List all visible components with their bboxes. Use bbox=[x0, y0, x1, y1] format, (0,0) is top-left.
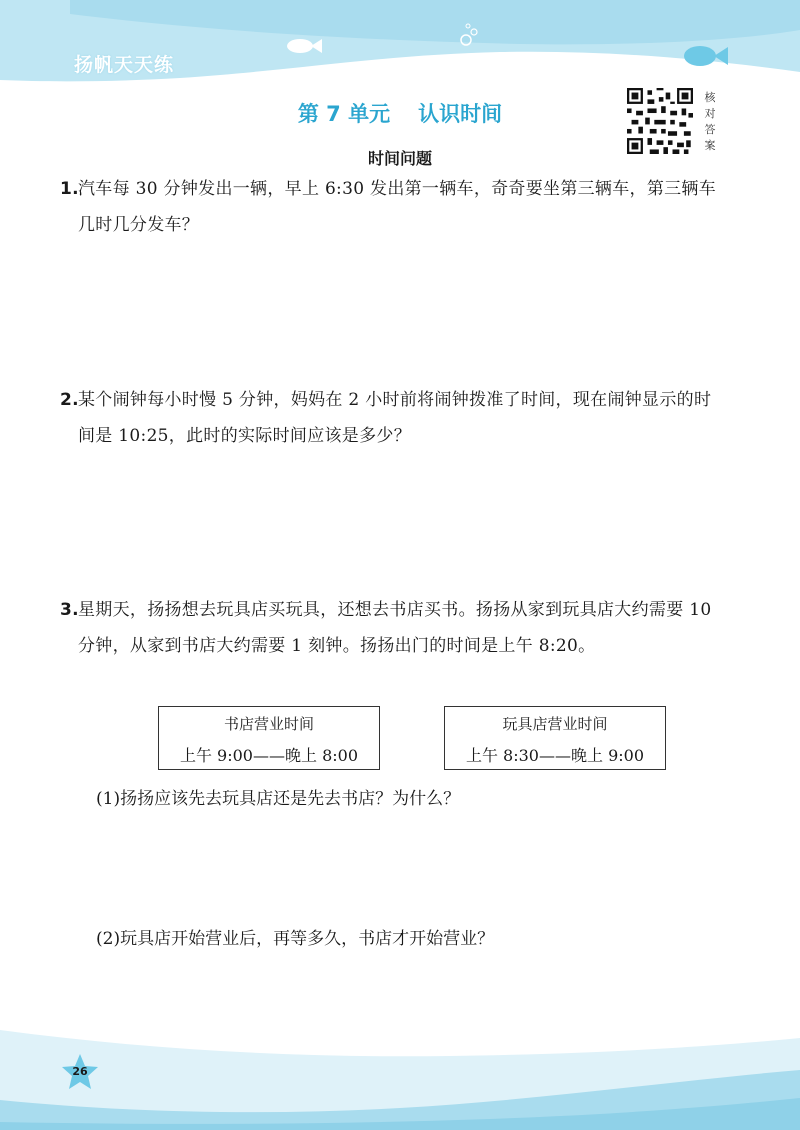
hours-box-title: 玩具店营业时间 bbox=[502, 715, 608, 733]
toystore-hours-box bbox=[444, 706, 666, 770]
qr-code-icon[interactable] bbox=[627, 88, 693, 154]
qr-label: 核对答案 bbox=[704, 91, 716, 152]
hours-box-hours: 上午 8:30——晚上 9:00 bbox=[465, 746, 645, 765]
question-number: 3. bbox=[60, 600, 79, 620]
unit-number: 第 7 单元 bbox=[297, 102, 391, 126]
question-text: 某个闹钟每小时慢 5 分钟，妈妈在 2 小时前将闹钟拨准了时间，现在闹钟显示的时间是 10:25，此时的实际时间应该是多少？ bbox=[78, 390, 712, 446]
page-number: 26 bbox=[72, 1065, 88, 1078]
question-text: 汽车每 30 分钟发出一辆，早上 6:30 发出第一辆车，奇奇要坐第三辆车，第三辆车几时几分发车？ bbox=[78, 179, 717, 235]
question-2 bbox=[60, 382, 728, 454]
page-number-badge bbox=[60, 1052, 100, 1092]
hours-box-title: 书店营业时间 bbox=[223, 715, 314, 733]
brand-logo: 扬帆天天练 bbox=[74, 54, 175, 76]
section-title: 时间问题 bbox=[367, 149, 432, 168]
subquestion-2: (2)玩具店开始营业后，再等多久，书店才开始营业？ bbox=[96, 929, 495, 949]
bookstore-hours-box bbox=[158, 706, 380, 770]
footer-wave-band bbox=[0, 1030, 800, 1130]
hours-box-hours: 上午 9:00——晚上 8:00 bbox=[179, 746, 359, 765]
question-1 bbox=[60, 171, 728, 243]
question-text: 星期天，扬扬想去玩具店买玩具，还想去书店买书。扬扬从家到玩具店大约需要 10 分钟，从家到书店大约需要 1 刻钟。扬扬出门的时间是上午 8:20。 bbox=[78, 600, 712, 656]
subquestion-1: (1)扬扬应该先去玩具店还是先去书店？为什么？ bbox=[96, 789, 461, 809]
unit-name: 认识时间 bbox=[418, 102, 503, 126]
question-3 bbox=[60, 592, 728, 664]
question-number: 2. bbox=[60, 390, 79, 410]
question-number: 1. bbox=[60, 179, 79, 199]
